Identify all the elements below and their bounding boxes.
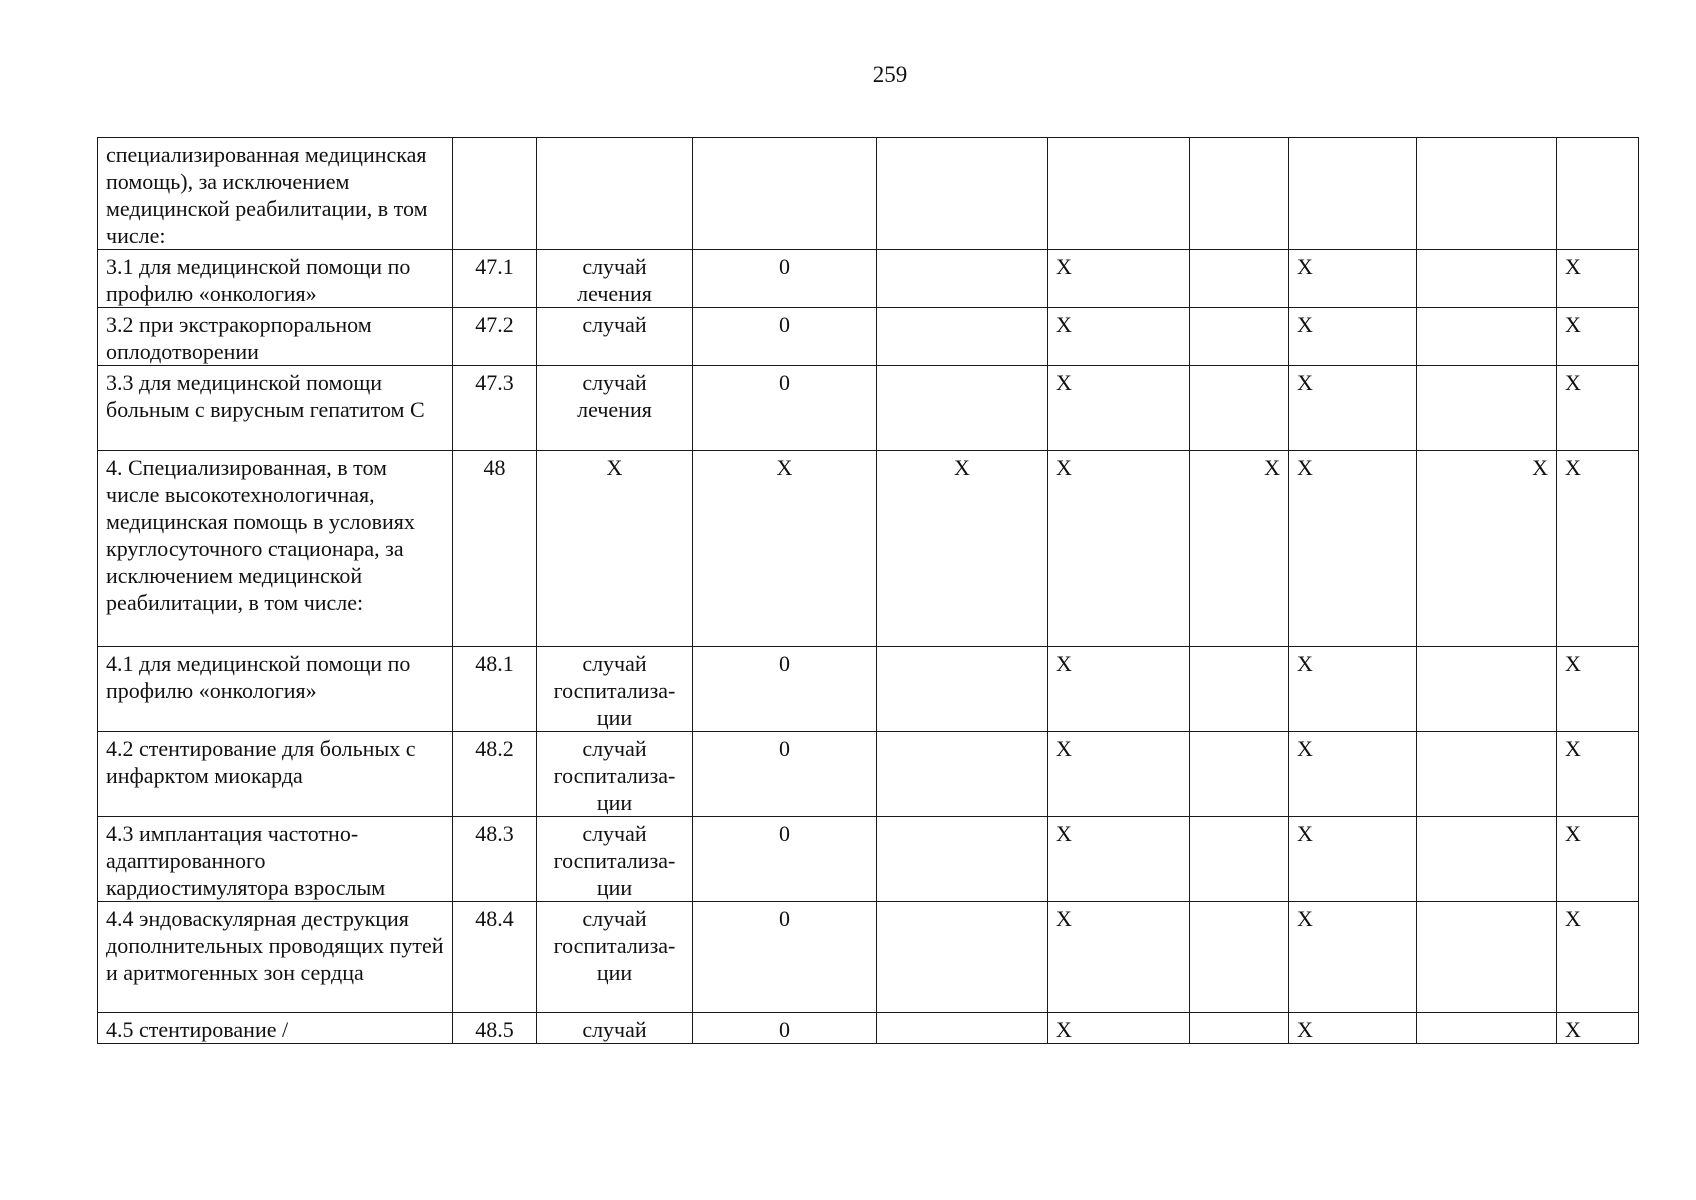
value-cell: 0 <box>693 308 877 366</box>
value-cell: X <box>1048 647 1190 732</box>
value-cell <box>1557 138 1639 250</box>
value-cell <box>1417 817 1557 902</box>
value-cell <box>1417 1013 1557 1044</box>
value-cell: 0 <box>693 250 877 308</box>
row-description-cell: 4.4 эндоваскулярная деструкция дополнительных проводящих путей и аритмогенных зон сердца <box>98 902 453 1013</box>
value-cell: X <box>1289 308 1417 366</box>
value-cell: 0 <box>693 1013 877 1044</box>
row-number-cell: 48.5 <box>453 1013 537 1044</box>
value-cell: X <box>1048 732 1190 817</box>
value-cell <box>1190 250 1289 308</box>
value-cell <box>877 1013 1048 1044</box>
table-row <box>98 308 1639 366</box>
row-description-cell: 3.1 для медицинской помощи по профилю «онкология» <box>98 250 453 308</box>
unit-cell: случай лечения <box>537 366 693 451</box>
unit-cell <box>537 138 693 250</box>
value-cell <box>877 250 1048 308</box>
value-cell <box>1417 647 1557 732</box>
row-description-cell: 3.3 для медицинской помощи больным с вирусным гепатитом С <box>98 366 453 451</box>
row-number-cell: 47.3 <box>453 366 537 451</box>
value-cell: X <box>1048 250 1190 308</box>
unit-cell: случай госпитализа-ции <box>537 902 693 1013</box>
value-cell <box>877 366 1048 451</box>
value-cell <box>1417 732 1557 817</box>
value-cell: X <box>1289 647 1417 732</box>
unit-cell: X <box>537 451 693 647</box>
table-row <box>98 1013 1639 1044</box>
value-cell <box>877 308 1048 366</box>
value-cell: X <box>1048 902 1190 1013</box>
value-cell: X <box>693 451 877 647</box>
value-cell: X <box>1289 250 1417 308</box>
row-number-cell: 47.2 <box>453 308 537 366</box>
table-row <box>98 451 1639 647</box>
table-row <box>98 647 1639 732</box>
value-cell: X <box>1557 1013 1639 1044</box>
value-cell: X <box>1417 451 1557 647</box>
table-row <box>98 902 1639 1013</box>
row-number-cell: 48.1 <box>453 647 537 732</box>
row-description-cell: 4.5 стентирование / <box>98 1013 453 1044</box>
row-number-cell: 48 <box>453 451 537 647</box>
value-cell: X <box>1289 366 1417 451</box>
unit-cell: случай лечения <box>537 250 693 308</box>
row-number-cell: 48.3 <box>453 817 537 902</box>
value-cell <box>1417 250 1557 308</box>
unit-cell: случай госпитализа-ции <box>537 647 693 732</box>
row-description-cell: 4.3 имплантация частотно-адаптированного кардиостимулятора взрослым <box>98 817 453 902</box>
value-cell <box>1190 817 1289 902</box>
value-cell <box>1190 1013 1289 1044</box>
value-cell: 0 <box>693 902 877 1013</box>
unit-cell: случай <box>537 1013 693 1044</box>
table-row <box>98 732 1639 817</box>
value-cell: X <box>1557 451 1639 647</box>
value-cell: X <box>1557 647 1639 732</box>
value-cell <box>1190 902 1289 1013</box>
value-cell: X <box>1557 902 1639 1013</box>
value-cell: X <box>1557 366 1639 451</box>
value-cell <box>1190 308 1289 366</box>
table-row <box>98 138 1639 250</box>
value-cell <box>1190 732 1289 817</box>
value-cell: X <box>1048 308 1190 366</box>
value-cell: X <box>1048 451 1190 647</box>
row-number-cell: 48.4 <box>453 902 537 1013</box>
unit-cell: случай госпитализа-ции <box>537 732 693 817</box>
row-description-cell: 4.1 для медицинской помощи по профилю «онкология» <box>98 647 453 732</box>
unit-cell: случай госпитализа-ции <box>537 817 693 902</box>
table-row <box>98 366 1639 451</box>
value-cell: X <box>1557 817 1639 902</box>
value-cell: X <box>1289 1013 1417 1044</box>
value-cell <box>1417 138 1557 250</box>
row-description-cell: 4. Специализированная, в том числе высокотехнологичная, медицинская помощь в условиях круглосуточного стационара, за исключением медицинской реабилитации, в том числе: <box>98 451 453 647</box>
row-number-cell: 48.2 <box>453 732 537 817</box>
table-row <box>98 250 1639 308</box>
value-cell: 0 <box>693 366 877 451</box>
value-cell: X <box>1048 817 1190 902</box>
table-row <box>98 817 1639 902</box>
value-cell <box>1289 138 1417 250</box>
value-cell <box>1190 647 1289 732</box>
value-cell <box>877 647 1048 732</box>
value-cell: X <box>1289 902 1417 1013</box>
value-cell <box>1190 366 1289 451</box>
value-cell <box>1190 138 1289 250</box>
value-cell <box>693 138 877 250</box>
value-cell: X <box>1190 451 1289 647</box>
value-cell: 0 <box>693 647 877 732</box>
data-table <box>97 137 1639 1044</box>
unit-cell: случай <box>537 308 693 366</box>
value-cell: 0 <box>693 732 877 817</box>
value-cell <box>1417 366 1557 451</box>
value-cell: X <box>877 451 1048 647</box>
value-cell: X <box>1048 366 1190 451</box>
value-cell <box>877 902 1048 1013</box>
row-number-cell: 47.1 <box>453 250 537 308</box>
page-number: 259 <box>872 62 908 87</box>
value-cell: X <box>1048 1013 1190 1044</box>
value-cell <box>877 817 1048 902</box>
value-cell: X <box>1289 817 1417 902</box>
value-cell <box>877 138 1048 250</box>
row-description-cell: 4.2 стентирование для больных с инфарктом миокарда <box>98 732 453 817</box>
row-description-cell: 3.2 при экстракорпоральном оплодотворении <box>98 308 453 366</box>
value-cell <box>1417 902 1557 1013</box>
value-cell <box>1417 308 1557 366</box>
row-number-cell <box>453 138 537 250</box>
value-cell: X <box>1557 732 1639 817</box>
value-cell <box>877 732 1048 817</box>
value-cell: X <box>1289 732 1417 817</box>
value-cell: X <box>1557 250 1639 308</box>
value-cell: 0 <box>693 817 877 902</box>
value-cell: X <box>1557 308 1639 366</box>
value-cell: X <box>1289 451 1417 647</box>
value-cell <box>1048 138 1190 250</box>
row-description-cell: специализированная медицинская помощь), за исключением медицинской реабилитации, в том числе: <box>98 138 453 250</box>
